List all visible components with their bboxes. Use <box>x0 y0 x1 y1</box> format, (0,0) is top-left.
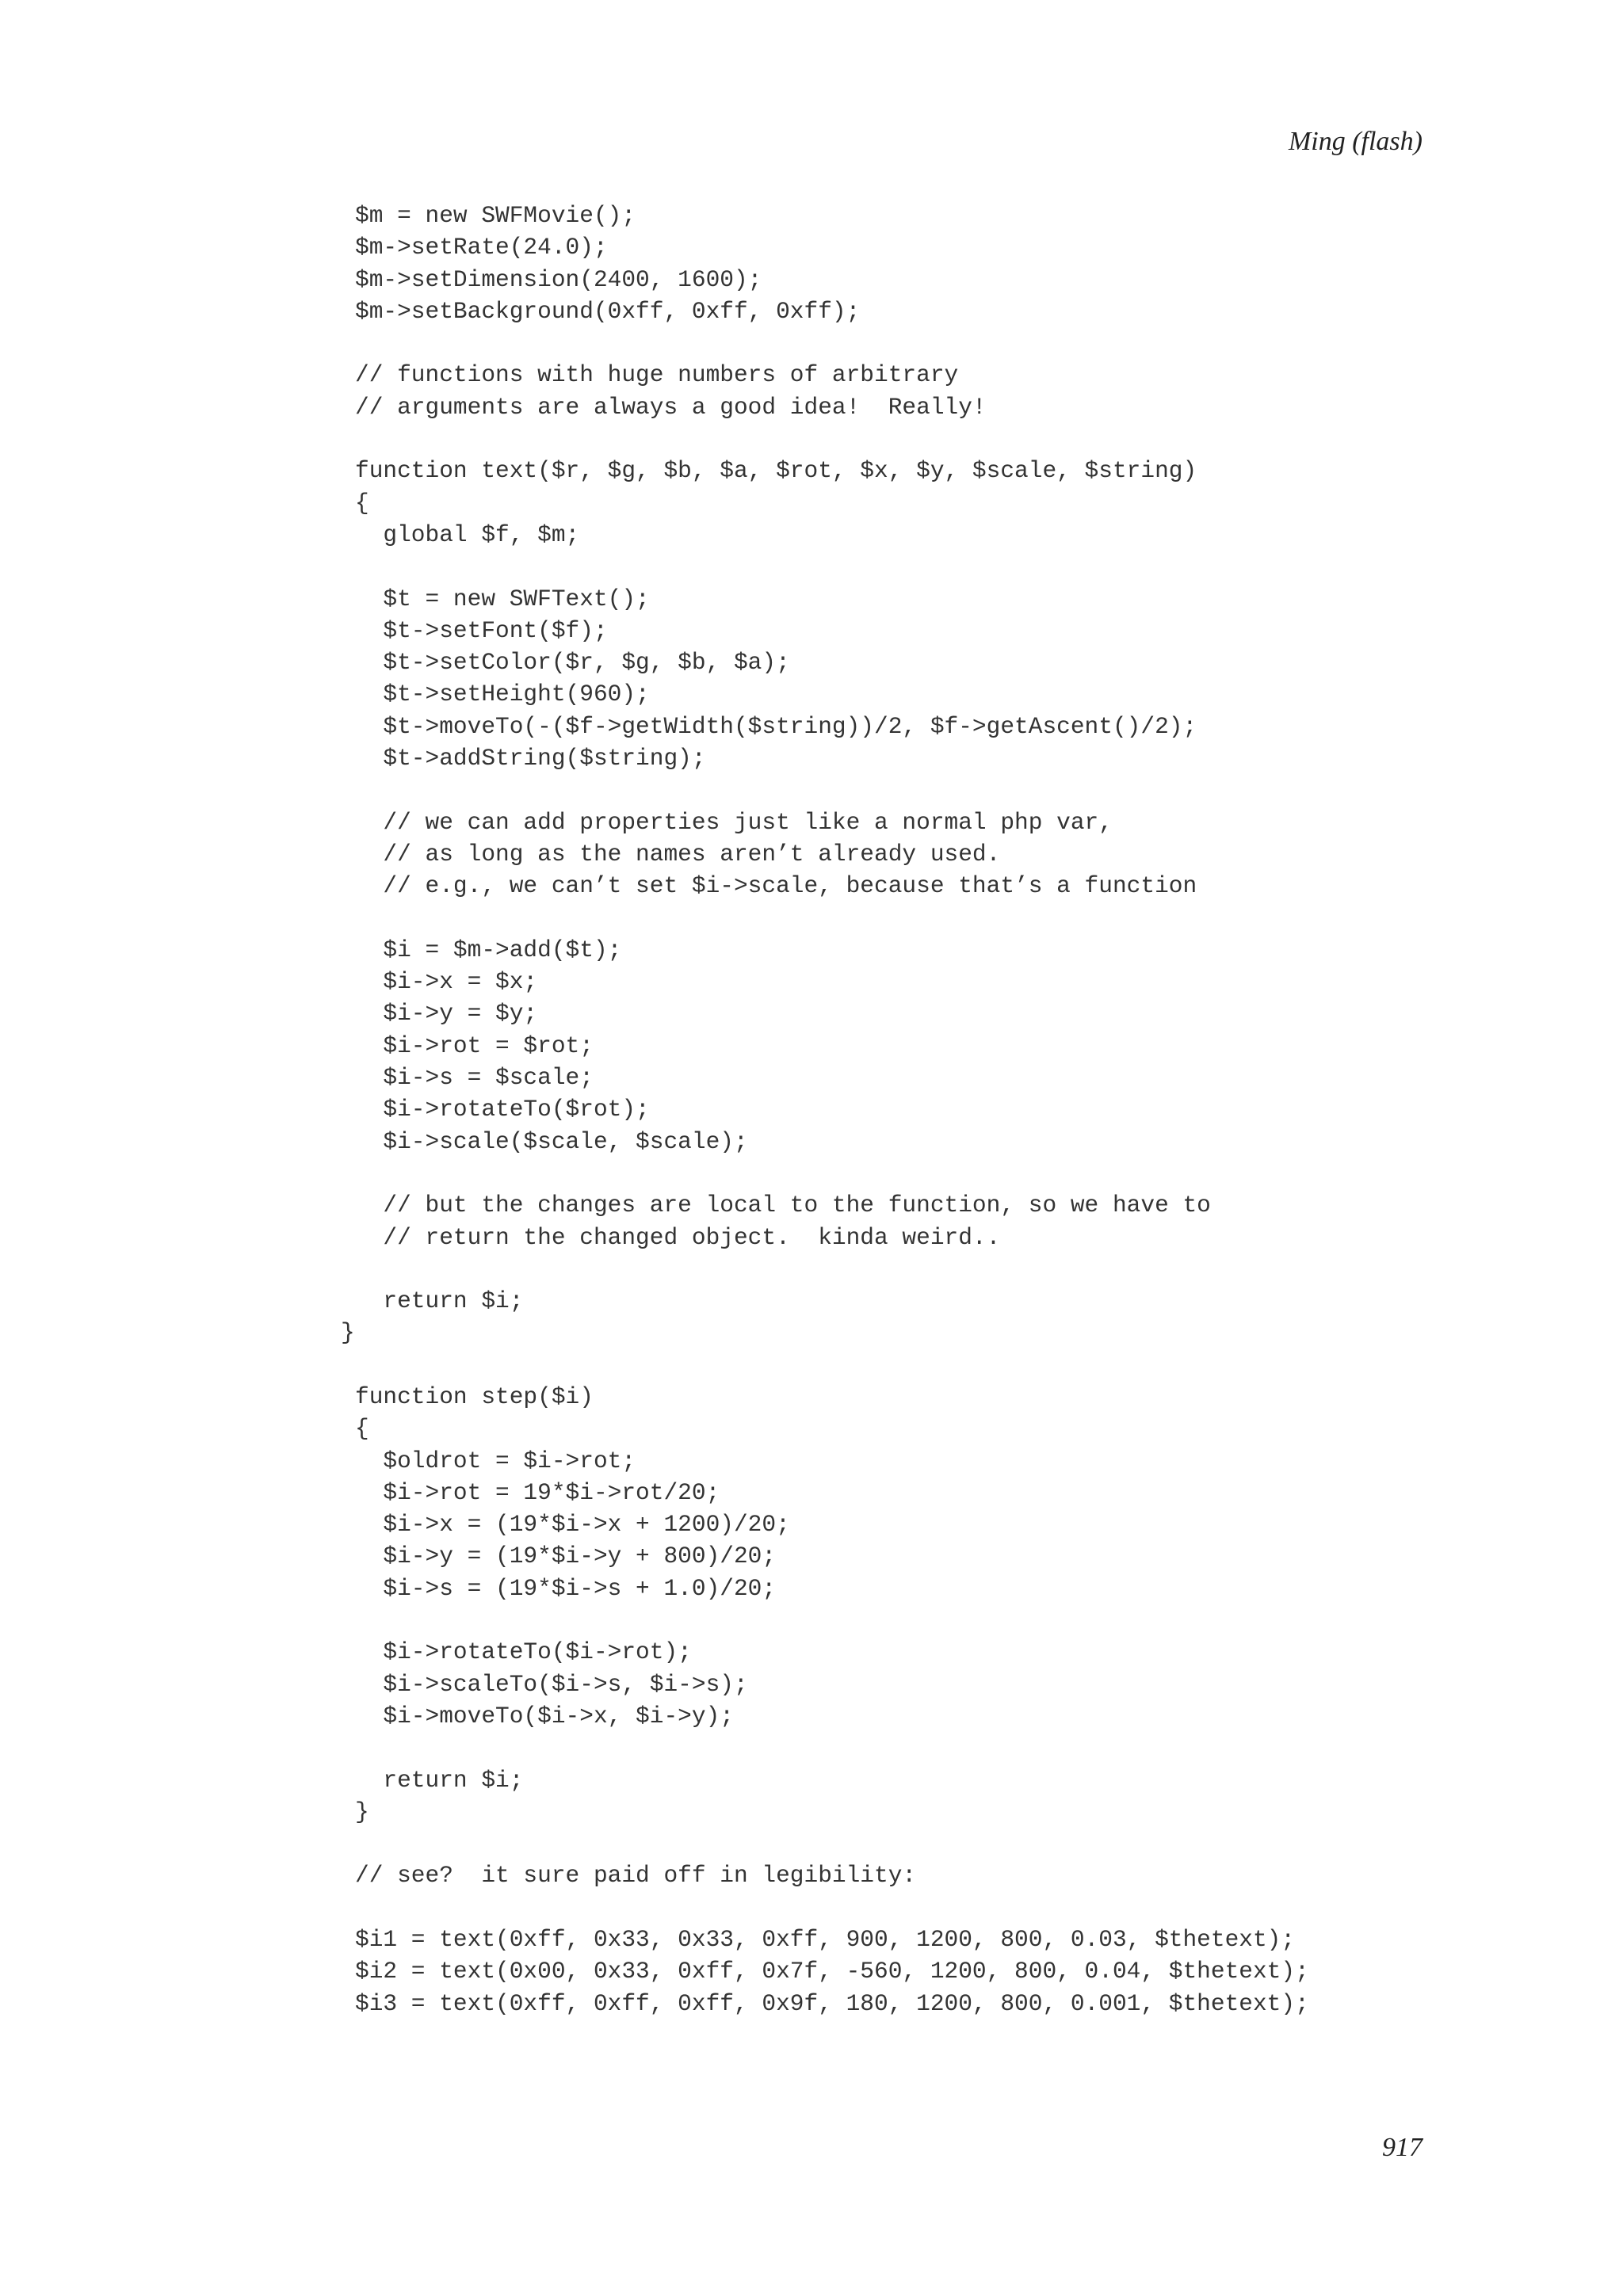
code-line: $t->moveTo(-($f->getWidth($string))/2, $f->getAscent()/2); <box>355 712 1197 740</box>
code-line: $t->setColor($r, $g, $b, $a); <box>355 649 790 677</box>
code-line: $m->setRate(24.0); <box>355 234 608 261</box>
code-line: $t->setFont($f); <box>355 616 608 644</box>
code-line: $i1 = text(0xff, 0x33, 0x33, 0xff, 900, 1200, 800, 0.03, $thetext); <box>355 1926 1296 1954</box>
code-line: $i->rotateTo($i->rot); <box>355 1638 692 1666</box>
code-line: $m->setBackground(0xff, 0xff, 0xff); <box>355 297 861 325</box>
code-line <box>355 1604 1309 1636</box>
code-line: $m = new SWFMovie(); <box>355 202 636 229</box>
code-line: global $f, $m; <box>355 521 580 548</box>
code-line: $i->x = $x; <box>355 968 538 996</box>
code-line <box>355 1158 1309 1189</box>
code-line: $i2 = text(0x00, 0x33, 0xff, 0x7f, -560, 1200, 800, 0.04, $thetext); <box>355 1958 1309 1985</box>
code-line: return $i; <box>355 1766 524 1794</box>
code-line: $i3 = text(0xff, 0xff, 0xff, 0x9f, 180, 1200, 800, 0.001, $thetext); <box>355 1989 1309 2017</box>
code-line: // return the changed object. kinda weird.. <box>355 1223 1001 1251</box>
code-line <box>355 1892 1309 1924</box>
code-line <box>355 1828 1309 1859</box>
code-line: function text($r, $g, $b, $a, $rot, $x, $y, $scale, $string) <box>355 457 1197 485</box>
code-line: $i->rot = 19*$i->rot/20; <box>355 1478 720 1506</box>
code-line: $i->y = $y; <box>355 1000 538 1028</box>
code-line <box>355 1732 1309 1764</box>
code-line: $i->rotateTo($rot); <box>355 1096 650 1123</box>
code-line <box>355 551 1309 582</box>
code-line: // as long as the names aren’t already used. <box>355 840 1001 868</box>
code-line <box>355 1253 1309 1285</box>
php-code-listing <box>341 200 1309 2019</box>
code-line: $i->x = (19*$i->x + 1200)/20; <box>355 1511 790 1539</box>
code-line: { <box>355 489 369 517</box>
code-line: $i->s = $scale; <box>355 1064 594 1092</box>
code-line: } <box>341 1319 355 1347</box>
code-line: $i->scaleTo($i->s, $i->s); <box>355 1670 748 1698</box>
code-line <box>355 327 1309 359</box>
code-line: $i->s = (19*$i->s + 1.0)/20; <box>355 1574 777 1602</box>
code-line: // we can add properties just like a normal php var, <box>355 808 1113 836</box>
code-line: { <box>355 1415 369 1443</box>
running-head-title: Ming (flash) <box>1288 127 1423 156</box>
code-line: $t->setHeight(960); <box>355 681 650 708</box>
code-line <box>355 774 1309 806</box>
code-line: $i = $m->add($t); <box>355 936 622 963</box>
code-line: $i->y = (19*$i->y + 800)/20; <box>355 1543 777 1570</box>
code-line: // arguments are always a good idea! Really! <box>355 393 987 421</box>
code-line <box>355 1349 1309 1381</box>
page-number: 917 <box>1382 2133 1423 2162</box>
code-line: $i->rot = $rot; <box>355 1032 594 1059</box>
code-line: // see? it sure paid off in legibility: <box>355 1862 917 1890</box>
code-line: $t->addString($string); <box>355 745 706 772</box>
code-line: // functions with huge numbers of arbitrary <box>355 361 959 389</box>
code-line <box>355 902 1309 934</box>
code-line: } <box>355 1798 369 1825</box>
code-line: return $i; <box>355 1287 524 1315</box>
code-line: $t = new SWFText(); <box>355 585 650 612</box>
code-line: // e.g., we can’t set $i->scale, because that’s a function <box>355 872 1197 900</box>
code-line: $i->moveTo($i->x, $i->y); <box>355 1702 734 1730</box>
code-line: $i->scale($scale, $scale); <box>355 1127 748 1155</box>
code-line: function step($i) <box>355 1383 594 1410</box>
code-line <box>355 423 1309 455</box>
code-line: $m->setDimension(2400, 1600); <box>355 265 762 293</box>
code-line: $oldrot = $i->rot; <box>355 1447 636 1474</box>
code-line: // but the changes are local to the function, so we have to <box>355 1192 1211 1219</box>
